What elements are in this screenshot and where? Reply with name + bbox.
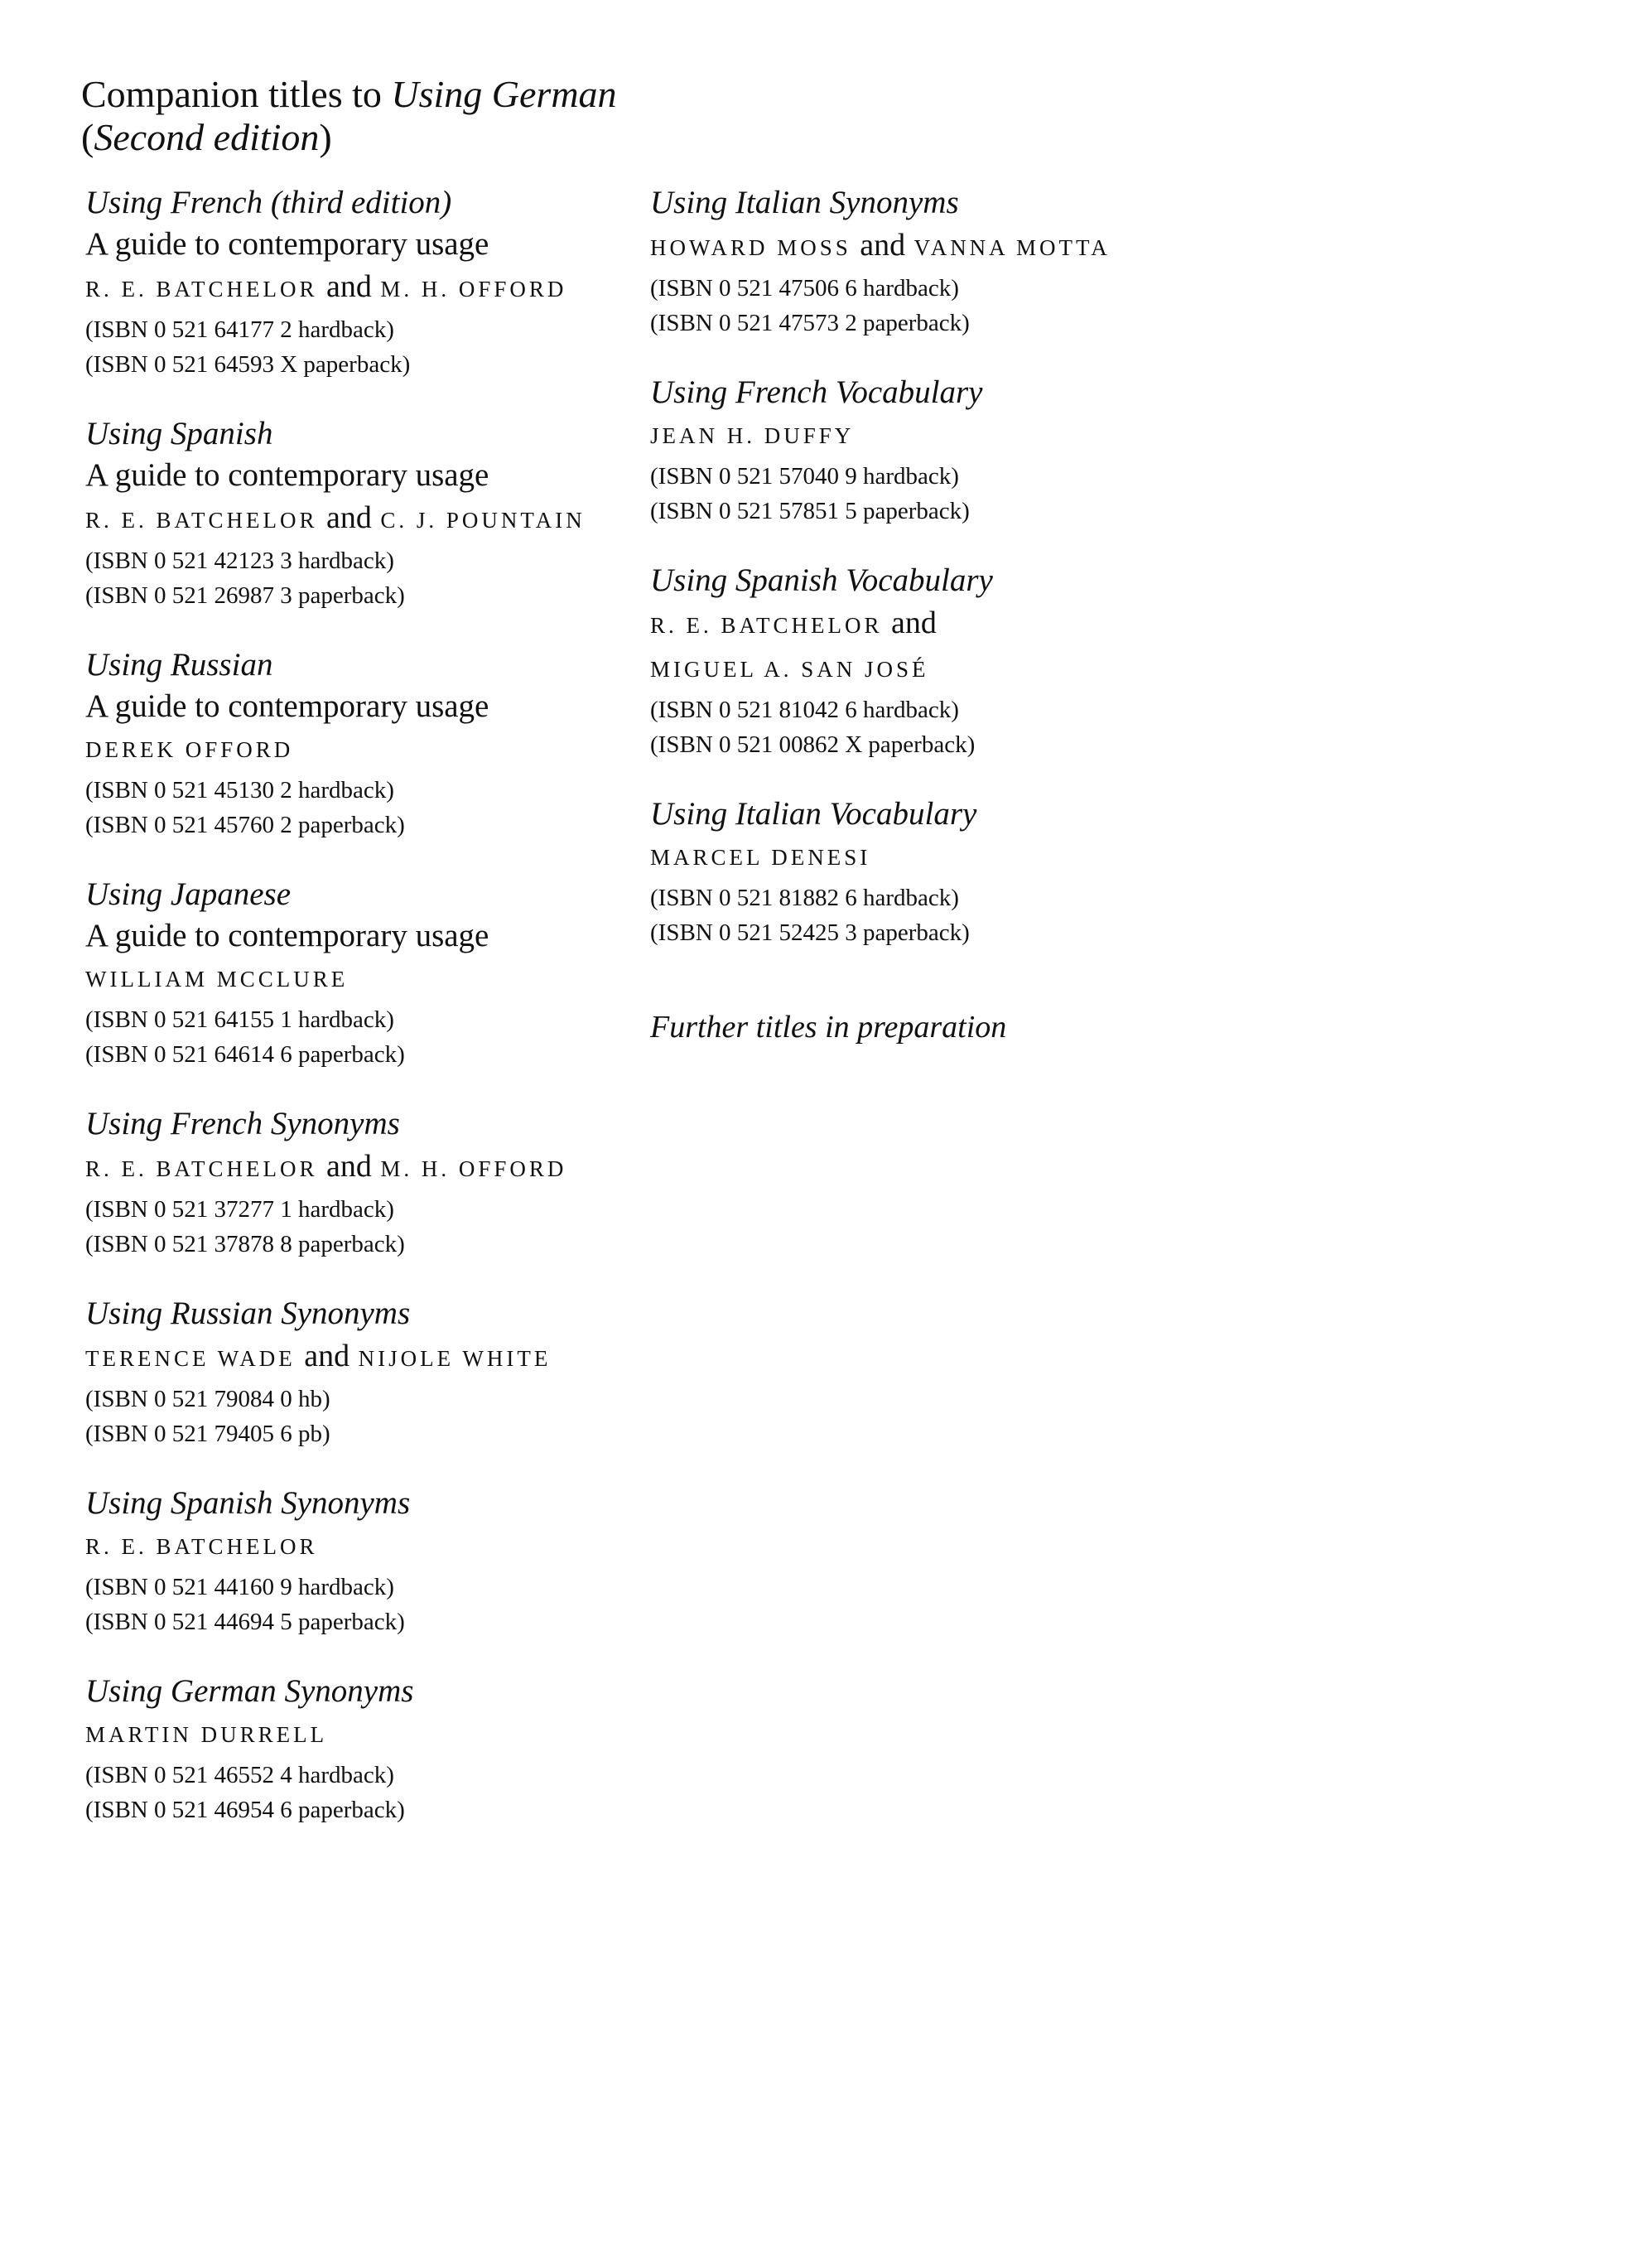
isbn-hardback: (ISBN 0 521 57040 9 hardback) — [650, 463, 959, 490]
author-conjunction: and — [326, 269, 372, 304]
book-authors — [650, 413, 1197, 457]
book-isbns — [85, 312, 632, 382]
isbn-paperback: (ISBN 0 521 64614 6 paperback) — [85, 1041, 405, 1068]
isbn-hardback: (ISBN 0 521 79084 0 hb) — [85, 1386, 330, 1412]
book-entry — [85, 874, 632, 1072]
book-isbns — [650, 271, 1197, 340]
book-entry — [650, 560, 1197, 762]
author-name: HOWARD MOSS — [650, 235, 851, 260]
author-name: M. H. OFFORD — [380, 1156, 567, 1181]
book-entry — [650, 182, 1197, 340]
book-isbns — [85, 1758, 632, 1827]
book-entry — [85, 1483, 632, 1639]
isbn-paperback: (ISBN 0 521 52425 3 paperback) — [650, 919, 970, 946]
book-isbns — [85, 543, 632, 613]
author-name: NIJOLE WHITE — [358, 1346, 552, 1371]
isbn-hardback: (ISBN 0 521 81882 6 hardback) — [650, 885, 959, 911]
book-isbns — [650, 692, 1197, 762]
author-conjunction: and — [860, 228, 906, 263]
left-column — [85, 182, 632, 1859]
book-subtitle: A guide to contemporary usage — [85, 688, 489, 724]
author-name: R. E. BATCHELOR — [85, 1156, 318, 1181]
book-authors — [650, 835, 1197, 879]
book-subtitle: A guide to contemporary usage — [85, 226, 489, 262]
isbn-hardback: (ISBN 0 521 81042 6 hardback) — [650, 697, 959, 723]
book-authors — [85, 727, 632, 771]
book-entry — [85, 1293, 632, 1451]
isbn-paperback: (ISBN 0 521 44694 5 paperback) — [85, 1609, 405, 1635]
isbn-hardback: (ISBN 0 521 37277 1 hardback) — [85, 1196, 394, 1223]
isbn-paperback: (ISBN 0 521 26987 3 paperback) — [85, 582, 405, 609]
author-name: M. H. OFFORD — [380, 277, 567, 302]
heading-prefix: Companion titles to — [81, 73, 382, 115]
page-heading — [81, 73, 711, 159]
author-name: JEAN H. DUFFY — [650, 423, 855, 448]
isbn-hardback: (ISBN 0 521 45130 2 hardback) — [85, 777, 394, 803]
book-title: Using Japanese — [85, 876, 292, 912]
isbn-hardback: (ISBN 0 521 47506 6 hardback) — [650, 275, 959, 302]
book-subtitle: A guide to contemporary usage — [85, 918, 489, 953]
heading-paren-close: ) — [319, 116, 332, 158]
isbn-paperback: (ISBN 0 521 64593 X paperback) — [85, 351, 411, 378]
book-title: Using Italian Synonyms — [650, 185, 959, 220]
isbn-hardback: (ISBN 0 521 46552 4 hardback) — [85, 1762, 394, 1788]
author-name: WILLIAM MCCLURE — [85, 967, 349, 992]
book-isbns — [85, 1002, 632, 1072]
heading-paren-open: ( — [81, 116, 94, 158]
book-title: Using Russian Synonyms — [85, 1296, 411, 1331]
book-title: Using Spanish Vocabulary — [650, 562, 993, 598]
heading-edition: Second edition — [94, 116, 320, 158]
further-titles-note: Further titles in preparation — [650, 1010, 1007, 1045]
book-entry — [85, 1103, 632, 1262]
author-conjunction: and — [304, 1339, 350, 1373]
author-name: R. E. BATCHELOR — [650, 613, 883, 638]
book-title: Using French Synonyms — [85, 1106, 400, 1141]
book-isbns — [650, 881, 1197, 950]
heading-book-title: Using German — [391, 73, 617, 115]
author-conjunction: and — [326, 1149, 372, 1184]
isbn-hardback: (ISBN 0 521 64177 2 hardback) — [85, 316, 394, 343]
isbn-paperback: (ISBN 0 521 46954 6 paperback) — [85, 1797, 405, 1823]
author-conjunction: and — [891, 606, 937, 640]
author-name: R. E. BATCHELOR — [85, 277, 318, 302]
isbn-paperback: (ISBN 0 521 57851 5 paperback) — [650, 498, 970, 524]
book-authors — [85, 1524, 632, 1568]
book-entry — [85, 182, 632, 382]
book-isbns — [85, 1570, 632, 1639]
book-authors — [85, 1334, 632, 1380]
book-authors — [85, 957, 632, 1001]
book-entry — [85, 413, 632, 613]
book-entry — [650, 794, 1197, 950]
heading-line-1 — [81, 73, 711, 116]
heading-line-2 — [81, 116, 711, 159]
isbn-hardback: (ISBN 0 521 64155 1 hardback) — [85, 1006, 394, 1033]
book-entry — [85, 1671, 632, 1827]
author-name: DEREK OFFORD — [85, 737, 294, 762]
book-isbns — [85, 1382, 632, 1451]
book-title: Using French (third edition) — [85, 185, 452, 220]
book-isbns — [85, 1192, 632, 1262]
author-name: TERENCE WADE — [85, 1346, 296, 1371]
author-name: MARCEL DENESI — [650, 845, 871, 870]
author-name: R. E. BATCHELOR — [85, 508, 318, 533]
book-entry — [85, 644, 632, 842]
book-entry — [650, 372, 1197, 528]
book-isbns — [85, 773, 632, 842]
isbn-paperback: (ISBN 0 521 79405 6 pb) — [85, 1421, 330, 1447]
book-authors — [85, 1712, 632, 1756]
book-title: Using Spanish Synonyms — [85, 1485, 411, 1521]
isbn-paperback: (ISBN 0 521 00862 X paperback) — [650, 731, 976, 758]
book-title: Using German Synonyms — [85, 1673, 414, 1709]
author-name: R. E. BATCHELOR — [85, 1534, 318, 1559]
book-title: Using French Vocabulary — [650, 374, 983, 410]
book-authors — [650, 601, 1197, 691]
book-title: Using Spanish — [85, 416, 273, 451]
book-authors — [85, 265, 632, 311]
isbn-hardback: (ISBN 0 521 44160 9 hardback) — [85, 1574, 394, 1600]
author-name: C. J. POUNTAIN — [380, 508, 586, 533]
isbn-paperback: (ISBN 0 521 47573 2 paperback) — [650, 310, 970, 336]
isbn-paperback: (ISBN 0 521 37878 8 paperback) — [85, 1231, 405, 1257]
book-authors — [85, 496, 632, 542]
book-subtitle: A guide to contemporary usage — [85, 457, 489, 493]
book-title: Using Russian — [85, 647, 273, 683]
author-name: VANNA MOTTA — [914, 235, 1111, 260]
book-authors — [650, 224, 1197, 269]
author-name: MIGUEL A. SAN JOSÉ — [650, 657, 929, 682]
isbn-hardback: (ISBN 0 521 42123 3 hardback) — [85, 548, 394, 574]
right-column — [650, 182, 1197, 1048]
author-name: MARTIN DURRELL — [85, 1722, 328, 1747]
book-title: Using Italian Vocabulary — [650, 796, 977, 832]
isbn-paperback: (ISBN 0 521 45760 2 paperback) — [85, 812, 405, 838]
author-conjunction: and — [326, 500, 372, 535]
book-authors — [85, 1145, 632, 1190]
book-isbns — [650, 459, 1197, 528]
